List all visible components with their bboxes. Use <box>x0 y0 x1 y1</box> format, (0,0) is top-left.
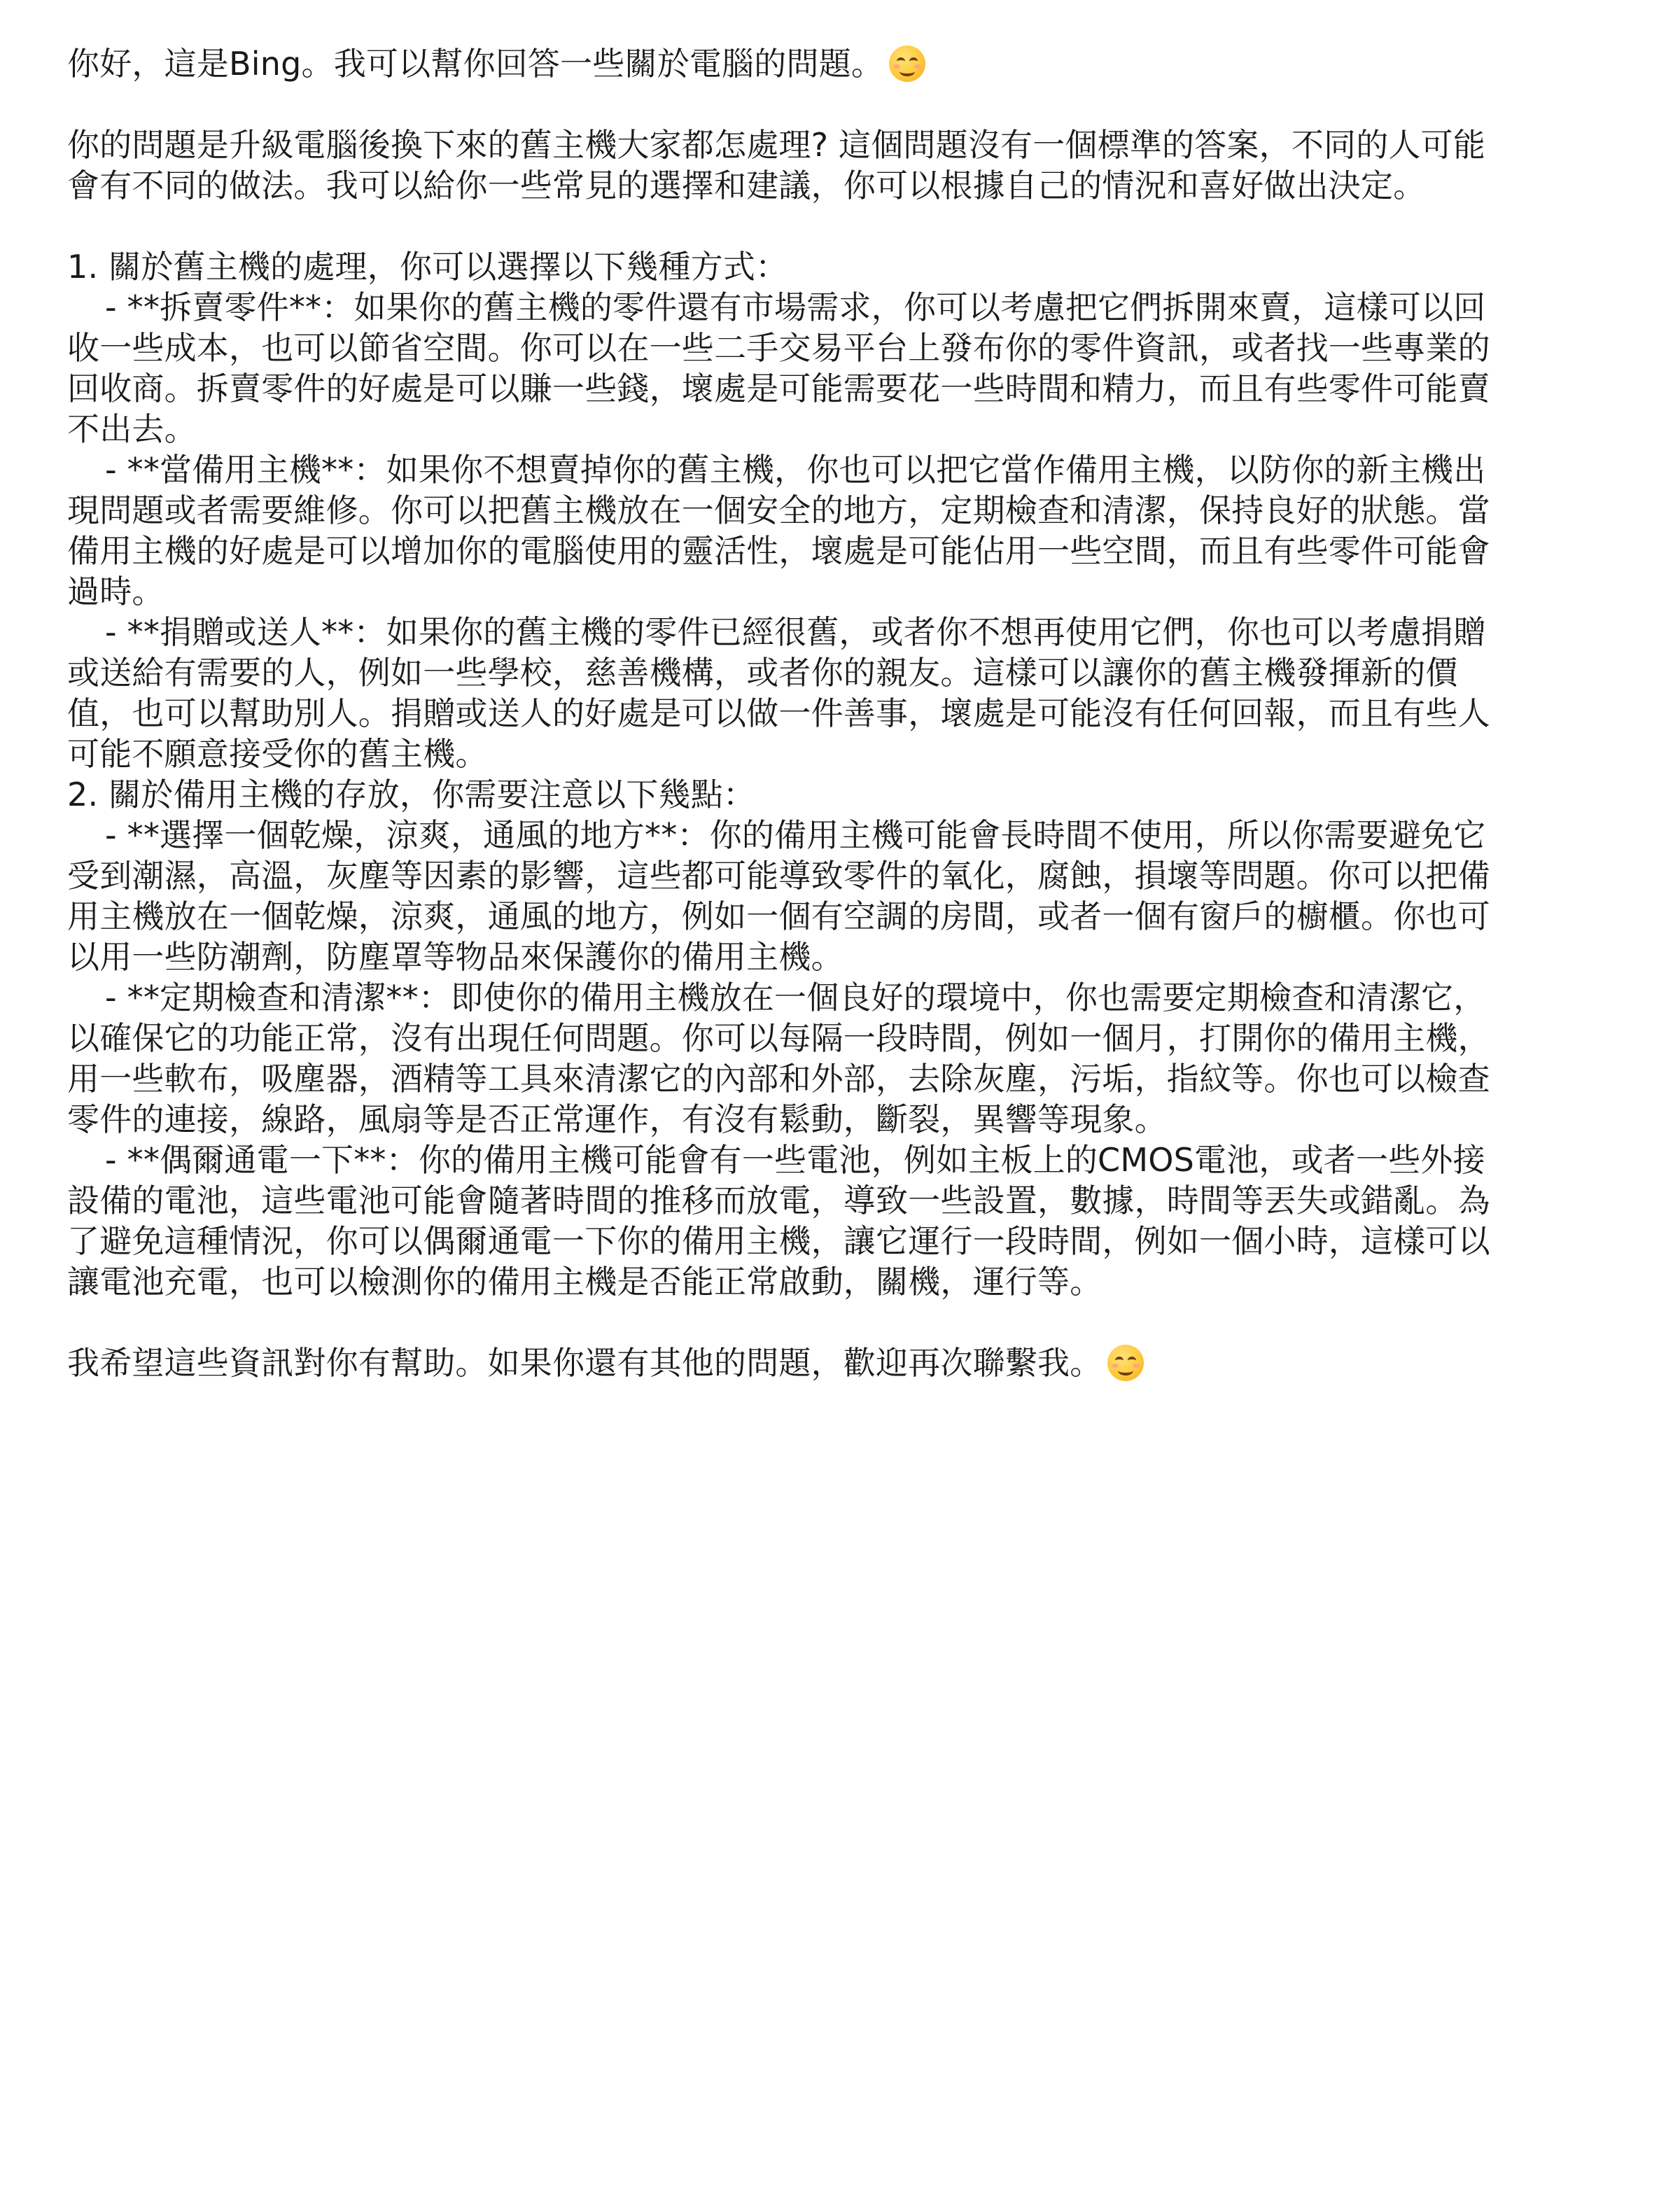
section2-item3-line: 讓電池充電，也可以檢測你的備用主機是否能正常啟動，關機，運行等。 <box>67 1263 1102 1301</box>
section2-item2-line: - **定期檢查和清潔**：即使你的備用主機放在一個良好的環境中，你也需要定期檢查和清潔它， <box>105 979 1486 1016</box>
document-body <box>67 43 1607 1383</box>
section1-heading: 1. 關於舊主機的處理，你可以選擇以下幾種方式： <box>67 248 788 286</box>
section1-item2-line: - **當備用主機**：如果你不想賣掉你的舊主機，你也可以把它當作備用主機，以防你的新主機出 <box>105 451 1486 489</box>
smiling-face-icon <box>889 46 925 82</box>
section2-item2-line: 以確保它的功能正常，沒有出現任何問題。你可以每隔一段時間，例如一個月，打開你的備用主機， <box>67 1019 1490 1057</box>
section2-item2-line: 零件的連接，線路，風扇等是否正常運作，有沒有鬆動，斷裂，異響等現象。 <box>67 1100 1167 1138</box>
closing-line <box>67 1343 1607 1383</box>
section2-item1-line: 用主機放在一個乾燥，涼爽，通風的地方，例如一個有空調的房間，或者一個有窗戶的櫥櫃。你也可 <box>67 897 1490 935</box>
section2-item1-line: 受到潮濕，高溫，灰塵等因素的影響，這些都可能導致零件的氧化，腐蝕，損壞等問題。你可以把備 <box>67 857 1490 895</box>
section2-item3-line: - **偶爾通電一下**：你的備用主機可能會有一些電池，例如主板上的CMOS電池，或者一些外接 <box>105 1141 1485 1179</box>
greeting-line <box>67 43 1607 84</box>
section1-item1-line: 回收商。拆賣零件的好處是可以賺一些錢，壞處是可能需要花一些時間和精力，而且有些零件可能賣 <box>67 370 1490 407</box>
section2-item1-line: - **選擇一個乾燥，涼爽，通風的地方**：你的備用主機可能會長時間不使用，所以你需要避免它 <box>105 816 1486 854</box>
intro-line: 會有不同的做法。我可以給你一些常見的選擇和建議，你可以根據自己的情況和喜好做出決定。 <box>67 167 1426 204</box>
smiling-face-icon <box>1107 1345 1144 1381</box>
section1-item2-line: 備用主機的好處是可以增加你的電腦使用的靈活性，壞處是可能佔用一些空間，而且有些零件可能會 <box>67 532 1490 570</box>
section1-item1-line: 不出去。 <box>67 410 197 448</box>
section1-item1-line: 收一些成本，也可以節省空間。你可以在一些二手交易平台上發布你的零件資訊，或者找一些專業的 <box>67 329 1490 367</box>
section1-item3-line: 或送給有需要的人，例如一些學校，慈善機構，或者你的親友。這樣可以讓你的舊主機發揮新的價 <box>67 654 1458 692</box>
section1-item2-line: 現問題或者需要維修。你可以把舊主機放在一個安全的地方，定期檢查和清潔，保持良好的狀態。當 <box>67 491 1490 529</box>
blank-line <box>67 1302 1607 1343</box>
greeting-text: 你好，這是Bing。我可以幫你回答一些關於電腦的問題。 <box>67 45 884 83</box>
section2-item1-line: 以用一些防潮劑，防塵罩等物品來保護你的備用主機。 <box>67 938 844 976</box>
intro-line: 你的問題是升級電腦後換下來的舊主機大家都怎處理? 這個問題沒有一個標準的答案，不同的人可能 <box>67 126 1486 164</box>
section2-item3-line: 了避免這種情況，你可以偶爾通電一下你的備用主機，讓它運行一段時間，例如一個小時，這樣可以 <box>67 1222 1490 1260</box>
section1-item2-line: 過時。 <box>67 573 164 610</box>
section2-item2-line: 用一些軟布，吸塵器，酒精等工具來清潔它的內部和外部，去除灰塵，污垢，指紋等。你也可以檢查 <box>67 1060 1490 1098</box>
section2-heading: 2. 關於備用主機的存放，你需要注意以下幾點： <box>67 776 756 813</box>
blank-line <box>67 206 1607 246</box>
section1-item1-line: - **拆賣零件**：如果你的舊主機的零件還有市場需求，你可以考慮把它們拆開來賣，這樣可以回 <box>105 288 1486 326</box>
closing-text: 我希望這些資訊對你有幫助。如果你還有其他的問題，歡迎再次聯繫我。 <box>67 1344 1102 1382</box>
section1-item3-line: 值，也可以幫助別人。捐贈或送人的好處是可以做一件善事，壞處是可能沒有任何回報，而且有些人 <box>67 694 1490 732</box>
blank-line <box>67 84 1607 125</box>
section1-item3-line: 可能不願意接受你的舊主機。 <box>67 735 488 773</box>
section1-item3-line: - **捐贈或送人**：如果你的舊主機的零件已經很舊，或者你不想再使用它們，你也可以考慮捐贈 <box>105 613 1486 651</box>
section2-item3-line: 設備的電池，這些電池可能會隨著時間的推移而放電，導致一些設置，數據，時間等丟失或錯亂。為 <box>67 1182 1490 1219</box>
